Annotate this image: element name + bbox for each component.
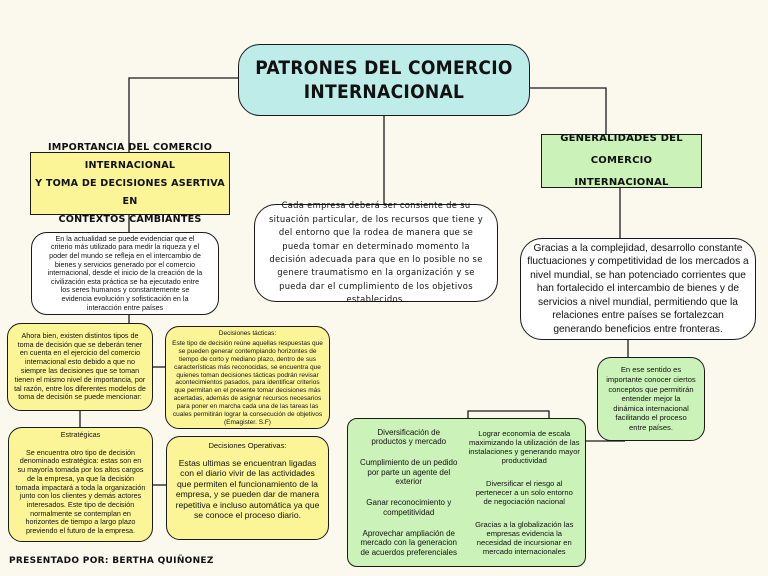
operativas-body: Estas ultimas se encuentran ligadas con el diario vivir de las actividades que permiten el funcionamiento de la empresa, y se pueden dar de manera repetitiva e incluso automática ya que se conoce el proceso diario.	[175, 458, 320, 521]
benefits-left-column	[351, 422, 467, 563]
importancia-heading-line2: Y TOMA DE DECISIONES ASERTIVA EN	[35, 177, 225, 207]
estrategicas-title: Estratégicas	[60, 430, 101, 439]
importancia-heading	[30, 141, 230, 225]
benefits-right-column	[467, 422, 583, 563]
importancia-body-text: En la actualidad se puede evidenciar que el criterio más utilizado para medir la riqueza y el poder del mundo se refleja en el intercambio de bienes y servicios generado por el comercio internacional, desde el inicio de la creación de la civilización esta práctica se ha ejecutado entre los seres humanos y constantemente se evidencia evolución y sofisticación en la interacción entre países	[47, 233, 203, 312]
benefit-item: Diversificación de productos y mercado	[371, 427, 447, 447]
main-title-line1: PATRONES DEL COMERCIO	[255, 57, 513, 79]
sentido-box	[597, 357, 705, 441]
sentido-text: En ese sentido es importante conocer ciertos conceptos que permitirán entender mejor la dinámica internacional facilitando el proceso entre países.	[606, 365, 696, 432]
importancia-heading-line1: IMPORTANCIA DEL COMERCIO INTERNACIONAL	[47, 141, 213, 171]
operativas-box	[166, 436, 329, 540]
benefit-item: Gracias a la globalización las empresas evidencia la necesidad de incursionar en mercado internacionales	[475, 520, 574, 556]
main-title-line2: INTERNACIONAL	[303, 81, 465, 103]
center-text-box	[254, 200, 498, 305]
center-text: Cada empresa deberá ser consiente de su situación particular, de los recursos que tiene y del entorno que la rodea de manera que se pueda tomar en determinado momento la decisión adecuada para que en lo posible no se genere traumatismo en la organización y se pueda dar el cumplimiento de los objetivos establecidos.	[269, 200, 483, 305]
estrategicas-box	[8, 427, 153, 542]
tacticas-title: Decisiones tácticas:	[218, 330, 277, 337]
generalidades-body-text: Gracias a la complejidad, desarrollo constante fluctuaciones y competitividad de los mercados a nivel mundial, se han potenciado corrientes que han fortalecido el intercambio de bienes y de servicios a nivel mundial, permitiendo que la relaciones entre países se fortalezcan generando beneficios entre fronteras.	[527, 243, 749, 335]
benefit-item: Aprovechar ampliación de mercado con la generacion de acuerdos preferenciales	[360, 528, 457, 557]
benefit-item: Ganar reconocimiento y competitividad	[366, 498, 452, 517]
benefits-box	[347, 418, 586, 567]
author-credit: PRESENTADO POR: BERTHA QUIÑONEZ	[9, 556, 214, 566]
importancia-heading-line3: CONTEXTOS CAMBIANTES	[58, 213, 202, 225]
generalidades-body	[520, 238, 756, 340]
importancia-body	[31, 232, 219, 315]
tipos-text: Ahora bien, existen distintos tipos de toma de decisión que se deberán tener en cuenta en el ejercicio del comercio internacional esto debido a que no siempre las decisiones que se toman tienen el mismo nivel de importancia, por tal razón, entre los diferentes modelos de toma de decisión se puede mencionar:	[14, 330, 146, 402]
estrategicas-body: Se encuentra otro tipo de decisión denominado estratégica: estas son en su mayoría tomada por los altos cargos de la empresa, ya que la decisión tomada impactará a toda la organización junto con los clientes y demás actores interesados. Este tipo de decisión normalmente se contemplan en horizontes de tiempo a largo plazo previendo el futuro de la empresa.	[15, 447, 146, 536]
generalidades-heading	[541, 134, 702, 188]
tipos-box	[7, 323, 153, 411]
operativas-title: Decisiones Operativas:	[208, 441, 287, 450]
benefit-item: Cumplimiento de un pedido por parte un agente del exterior	[360, 458, 458, 487]
benefit-item: Lograr economía de escala maximizando la utilización de las instalaciones y generando mayor productividad	[468, 429, 580, 465]
generalidades-heading-line2: INTERNACIONAL	[574, 177, 669, 188]
generalidades-heading-line1: GENERALIDADES DEL COMERCIO	[560, 133, 683, 166]
main-title	[238, 44, 530, 116]
tacticas-box	[165, 326, 330, 429]
benefit-item: Diversificar el riesgo al pertenecer a un solo entorno de negociación nacional	[475, 479, 573, 506]
tacticas-body: Este tipo de decisión reúne aquellas respuestas que se pueden generar contemplando horizontes de tiempo de corto y mediano plazo, dentro de sus características más reconocidas, se encuentra que quienes toman decisiones tácticas podrán revisar acontecimientos pasados, para identificar criterios que permitan en el presente tomar decisiones más acertadas, además de asignar recursos necesarios para poner en marcha cada una de las tareas las cuales permitirán lograr la consecución de objetivos (Emagister. S.F)	[172, 339, 323, 426]
